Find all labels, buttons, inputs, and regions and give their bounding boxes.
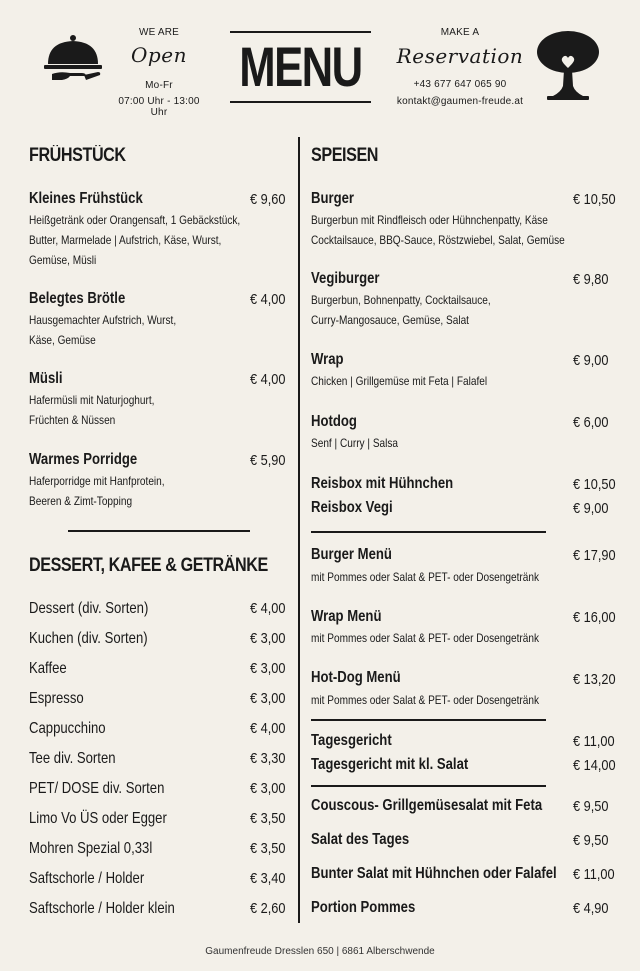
- section-title-dessert: DESSERT, KAFEE & GETRÄNKE: [29, 555, 268, 576]
- price-hotdog-menu: € 13,20: [573, 671, 616, 688]
- item-tagesgericht-salat: Tagesgericht mit kl. Salat: [311, 756, 469, 773]
- item-hotdog: Hotdog: [311, 413, 357, 430]
- drink-price-9: € 3,40: [250, 870, 286, 887]
- drink-price-5: € 3,30: [250, 750, 286, 767]
- phone-number[interactable]: +43 677 647 065 90: [413, 79, 507, 90]
- price-bunter-salat: € 11,00: [573, 866, 615, 883]
- drink-item-7: Limo Vo ÜS oder Egger: [29, 810, 167, 827]
- price-hotdog: € 6,00: [573, 414, 609, 431]
- price-burger-menu: € 17,90: [573, 547, 616, 564]
- drink-price-0: € 4,00: [250, 600, 286, 617]
- drink-price-8: € 3,50: [250, 840, 286, 857]
- item-couscous: Couscous- Grillgemüsesalat mit Feta: [311, 797, 543, 814]
- drink-price-7: € 3,50: [250, 810, 286, 827]
- item-tagesgericht: Tagesgericht: [311, 732, 392, 749]
- divider-right-3: [311, 785, 546, 787]
- desc-vegiburger: Burgerbun, Bohnenpatty, Cocktailsauce, Curry-Mangosauce, Gemüse, Salat: [311, 293, 491, 327]
- desc-warmes-porridge: Haferporridge mit Hanfprotein, Beeren & Zimt-Topping: [29, 474, 165, 508]
- price-vegiburger: € 9,80: [573, 271, 609, 288]
- item-burger-menu: Burger Menü: [311, 546, 392, 563]
- item-bunter-salat: Bunter Salat mit Hühnchen oder Falafel: [311, 865, 557, 882]
- divider-right-1: [311, 531, 546, 533]
- price-muesli: € 4,00: [250, 371, 286, 388]
- section-title-fruehstueck: FRÜHSTÜCK: [29, 145, 126, 166]
- item-muesli: Müsli: [29, 370, 63, 387]
- drink-item-1: Kuchen (div. Sorten): [29, 630, 148, 647]
- desc-kleines-fruehstueck: Heißgetränk oder Orangensaft, 1 Gebäckstück, Butter, Marmelade | Aufstrich, Käse, Wurst, Gemüse, Müsli: [29, 213, 241, 267]
- drink-price-4: € 4,00: [250, 720, 286, 737]
- item-belegtes-broetle: Belegtes Brötle: [29, 290, 126, 307]
- price-salat-des-tages: € 9,50: [573, 832, 609, 849]
- item-wrap: Wrap: [311, 351, 344, 368]
- we-are-label: WE ARE: [138, 27, 180, 38]
- desc-burger: Burgerbun mit Rindfleisch oder Hühnchenpatty, Käse Cocktailsauce, BBQ-Sauce, Röstzwiebel, Salat, Gemüse: [311, 213, 565, 247]
- price-portion-pommes: € 4,90: [573, 900, 609, 917]
- item-burger: Burger: [311, 190, 355, 207]
- drink-item-6: PET/ DOSE div. Sorten: [29, 780, 165, 797]
- desc-wrap-menu: mit Pommes oder Salat & PET- oder Dosengetränk: [311, 631, 540, 645]
- menu-title-box: [230, 31, 371, 103]
- drink-item-2: Kaffee: [29, 660, 67, 677]
- opening-days: Mo-Fr: [145, 80, 173, 91]
- section-title-speisen: SPEISEN: [311, 145, 379, 166]
- drink-item-4: Cappucchino: [29, 720, 106, 737]
- desc-muesli: Hafermüsli mit Naturjoghurt, Früchten & Nüssen: [29, 393, 155, 427]
- drink-item-10: Saftschorle / Holder klein: [29, 900, 175, 917]
- drink-item-9: Saftschorle / Holder: [29, 870, 145, 887]
- opening-hours: 07:00 Uhr - 13:00 Uhr: [118, 96, 200, 118]
- drink-price-1: € 3,00: [250, 630, 286, 647]
- price-belegtes-broetle: € 4,00: [250, 291, 286, 308]
- drink-price-3: € 3,00: [250, 690, 286, 707]
- item-warmes-porridge: Warmes Porridge: [29, 451, 138, 468]
- price-burger: € 10,50: [573, 191, 616, 208]
- column-divider: [298, 137, 300, 923]
- page-title: MENU: [239, 35, 362, 98]
- desc-belegtes-broetle: Hausgemachter Aufstrich, Wurst, Käse, Gemüse: [29, 313, 177, 347]
- drink-price-6: € 3,00: [250, 780, 286, 797]
- divider-left: [68, 530, 250, 532]
- tree-heart-icon: [535, 30, 601, 104]
- price-reisbox-vegi: € 9,00: [573, 500, 609, 517]
- drink-item-3: Espresso: [29, 690, 84, 707]
- cloche-icon: [40, 34, 106, 82]
- drink-price-10: € 2,60: [250, 900, 286, 917]
- item-portion-pommes: Portion Pommes: [311, 899, 416, 916]
- reservation-label: Reservation: [396, 44, 524, 68]
- price-couscous: € 9,50: [573, 798, 609, 815]
- item-reisbox: Reisbox mit Hühnchen: [311, 475, 454, 492]
- desc-wrap: Chicken | Grillgemüse mit Feta | Falafel: [311, 374, 488, 388]
- drink-item-8: Mohren Spezial 0,33l: [29, 840, 153, 857]
- open-label: Open: [131, 43, 187, 67]
- item-hotdog-menu: Hot-Dog Menü: [311, 669, 401, 686]
- desc-hotdog: Senf | Curry | Salsa: [311, 436, 399, 450]
- price-wrap: € 9,00: [573, 352, 609, 369]
- desc-hotdog-menu: mit Pommes oder Salat & PET- oder Dosengetränk: [311, 693, 540, 707]
- footer-address: Gaumenfreude Dresslen 650 | 6861 Alberschwende: [205, 946, 435, 957]
- divider-right-2: [311, 719, 546, 721]
- price-kleines-fruehstueck: € 9,60: [250, 191, 286, 208]
- price-tagesgericht: € 11,00: [573, 733, 615, 750]
- item-kleines-fruehstueck: Kleines Frühstück: [29, 190, 143, 207]
- price-reisbox: € 10,50: [573, 476, 616, 493]
- email-link[interactable]: kontakt@gaumen-freude.at: [396, 96, 524, 107]
- drink-item-5: Tee div. Sorten: [29, 750, 116, 767]
- item-vegiburger: Vegiburger: [311, 270, 380, 287]
- desc-burger-menu: mit Pommes oder Salat & PET- oder Dosengetränk: [311, 570, 540, 584]
- make-a-label: MAKE A: [440, 27, 480, 38]
- price-warmes-porridge: € 5,90: [250, 452, 286, 469]
- price-tagesgericht-salat: € 14,00: [573, 757, 616, 774]
- drink-item-0: Dessert (div. Sorten): [29, 600, 149, 617]
- item-reisbox-vegi: Reisbox Vegi: [311, 499, 393, 516]
- price-wrap-menu: € 16,00: [573, 609, 616, 626]
- drink-price-2: € 3,00: [250, 660, 286, 677]
- item-salat-des-tages: Salat des Tages: [311, 831, 410, 848]
- item-wrap-menu: Wrap Menü: [311, 608, 382, 625]
